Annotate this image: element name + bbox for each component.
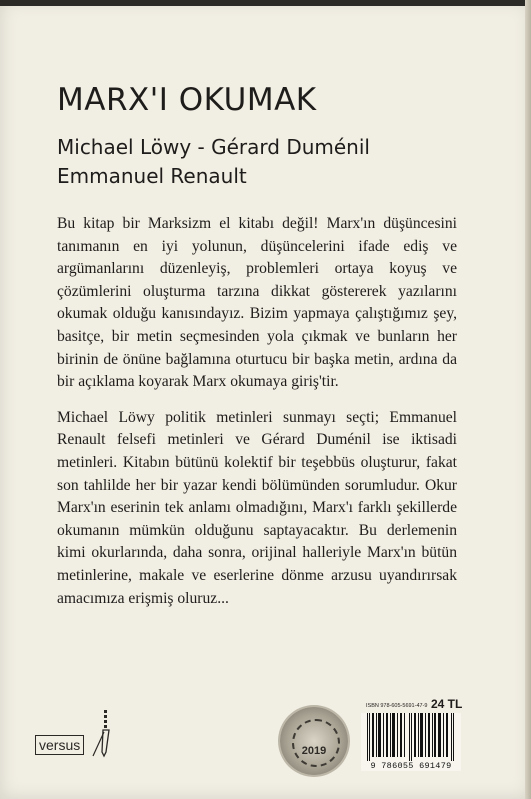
barcode-digits: 9 786055 691479	[370, 761, 452, 771]
fair-sticker	[280, 707, 348, 775]
publisher-name: versus	[35, 735, 84, 755]
blurb-paragraph-2: Michael Löwy politik metinleri sunmayı seçti; Emmanuel Renault felsefi metinleri ve Gérard Duménil ise iktisadi metinleri. Kitabın bütünü kolektif bir teşebbüs oluşturur, fakat son tahlilde her bir yazar kendi bölümünden sorumludur. Okur Marx'ın eserinin tek anlamı olmadığını, Marx'ı farklı şekillerde okumanın mümkün olduğunu saptayacaktır. Bu derlemenin kimi okurlarında, daha sonra, orijinal halleriyle Marx'ın bütün metinlerine, makale ve eserlerine dönme arzusu uyandırırsak amacımıza erişmiş oluruz...	[57, 408, 457, 607]
author-line-1: Michael Löwy - Gérard Duménil	[57, 135, 370, 159]
barcode-bars	[365, 713, 457, 761]
blurb-paragraph-1: Bu kitap bir Marksizm el kitabı değil! Marx'ın düşüncesini tanımanın en iyi yolunun, düşüncelerini ifade ediş ve argümanlarını düzenleyiş, problemleri ortaya koyuş ve çözümlerini oluşturma tarzına dikkat göstererek yazılarını okumak olduğu kanısındayız. Bizim yapmaya çalıştığımız şey, basitçe, bir metin seçmesinden yola çıkmak ve bunların her birinin de önüne bağlamına oturtucu bir başka metin, ardına da bir açıklama koyarak Marx okumaya giriş'tir.	[57, 215, 457, 391]
book-title: MARX'I OKUMAK	[57, 82, 317, 118]
pen-icon	[90, 708, 114, 758]
price-label: 24 TL	[431, 697, 463, 711]
sticker-year: 2019	[301, 745, 327, 757]
isbn-text: ISBN 978-605-5691-47-9	[366, 703, 428, 709]
blurb	[57, 213, 457, 623]
publisher-logo	[35, 708, 115, 758]
barcode	[361, 713, 461, 771]
knot-emblem-icon	[292, 719, 340, 767]
author-line-2: Emmanuel Renault	[57, 164, 247, 188]
authors	[57, 133, 370, 191]
